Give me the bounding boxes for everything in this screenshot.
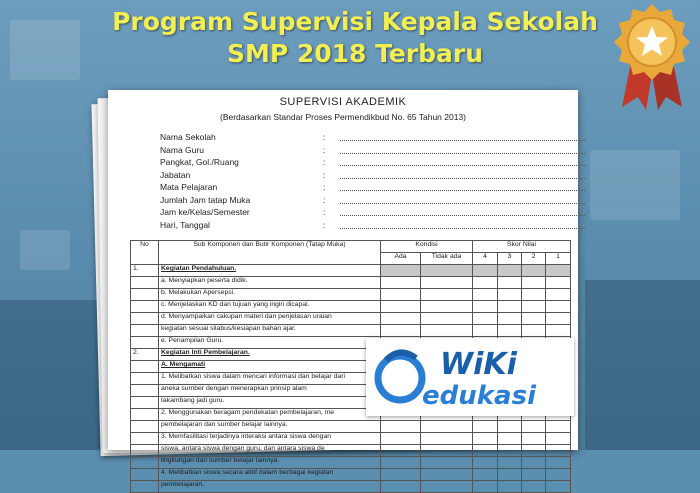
identity-field-colon: :: [323, 157, 326, 167]
identity-field-row: [160, 170, 560, 181]
score-cell: [498, 469, 522, 481]
row-number: [131, 481, 159, 493]
identity-field-label: Hari, Tanggal: [160, 219, 210, 230]
background-frame: [20, 230, 70, 270]
score-cell: [522, 445, 546, 457]
row-component-text: 2. Menggunakan beragam pendekatan pembelajaran, me: [159, 409, 381, 421]
column-header-skor-1: 1: [546, 253, 571, 265]
column-header-skor-3: 3: [498, 253, 522, 265]
identity-field-dotted-line: [340, 203, 585, 204]
score-cell: [498, 313, 522, 325]
identity-field-colon: :: [323, 219, 326, 230]
logo-edukasi-text: edukasi: [422, 381, 536, 411]
score-cell: [421, 457, 473, 469]
background-frame: [590, 150, 680, 220]
score-cell: [522, 289, 546, 301]
score-cell: [381, 433, 421, 445]
score-cell: [546, 289, 571, 301]
identity-field-colon: :: [323, 182, 326, 192]
score-cell: [473, 325, 498, 337]
score-cell: [546, 421, 571, 433]
row-component-text: pembelajaran dan sumber belajar lainnya.: [159, 421, 381, 433]
score-cell: [381, 301, 421, 313]
table-row: [131, 481, 571, 493]
row-component-text: b. Melakukan Apersepsi.: [159, 289, 381, 301]
identity-field-dotted-line: [340, 140, 585, 141]
row-number: [131, 277, 159, 289]
score-cell: [473, 301, 498, 313]
score-cell: [473, 445, 498, 457]
row-number: [131, 385, 159, 397]
score-cell: [473, 313, 498, 325]
document-subtitle: (Berdasarkan Standar Proses Permendikbud No. 65 Tahun 2013): [219, 112, 467, 122]
row-component-text: 1. Melibatkan siswa dalam mencari informasi dan belajar dari: [159, 373, 381, 385]
logo-wiki-text: WiKi: [440, 347, 517, 382]
identity-field-dotted-line: [340, 178, 585, 179]
score-cell: [473, 421, 498, 433]
column-header-skor-2: 2: [522, 253, 546, 265]
column-header-ada: Ada: [381, 253, 421, 265]
identity-field-dotted-line: [340, 190, 585, 191]
table-row: [131, 433, 571, 445]
score-cell: [473, 265, 498, 277]
score-cell: [421, 325, 473, 337]
score-cell: [421, 481, 473, 493]
row-number: 2.: [131, 349, 159, 361]
score-cell: [498, 289, 522, 301]
identity-field-row: [160, 145, 560, 156]
table-row: [131, 469, 571, 481]
column-header-no: No: [131, 241, 159, 265]
table-row: [131, 301, 571, 313]
score-cell: [522, 457, 546, 469]
score-cell: [522, 325, 546, 337]
identity-field-colon: :: [323, 144, 326, 155]
wikiedukasi-logo: [366, 338, 574, 416]
table-row: [131, 313, 571, 325]
row-component-text: siswa, antara siswa dengan guru, dan antara siswa de: [159, 445, 381, 457]
identity-field-row: [160, 207, 560, 218]
score-cell: [522, 433, 546, 445]
score-cell: [381, 289, 421, 301]
column-header-skor-4: 4: [473, 253, 498, 265]
row-component-text: 4. Melibatkan siswa secara aktif dalam berbagai kegiatan: [159, 469, 381, 481]
identity-field-label: Mata Pelajaran: [160, 182, 218, 192]
row-number: [131, 313, 159, 325]
score-cell: [473, 481, 498, 493]
score-cell: [546, 457, 571, 469]
identity-field-label: Jam ke/Kelas/Semester: [160, 207, 250, 217]
column-header-kondisi: Kondisi: [381, 241, 473, 253]
score-cell: [546, 313, 571, 325]
row-component-text: a. Menyiapkan peserta didik.: [159, 277, 381, 289]
identity-field-row: [160, 220, 560, 231]
row-number: [131, 373, 159, 385]
row-number: [131, 445, 159, 457]
banner-title-line2: SMP 2018 Terbaru: [226, 39, 484, 68]
identity-field-dotted-line: [340, 228, 585, 229]
score-cell: [498, 457, 522, 469]
score-cell: [473, 277, 498, 289]
document-title: SUPERVISI AKADEMIK: [279, 96, 407, 108]
identity-field-label: Nama Guru: [160, 144, 204, 155]
score-cell: [421, 289, 473, 301]
score-cell: [473, 457, 498, 469]
score-cell: [381, 325, 421, 337]
identity-field-label: Jabatan: [160, 169, 191, 180]
row-number: [131, 337, 159, 349]
score-cell: [498, 445, 522, 457]
score-cell: [421, 445, 473, 457]
score-cell: [522, 277, 546, 289]
row-component-text: takambang jadi guru.: [159, 397, 381, 409]
row-component-text: 3. Memfasilitasi terjadinya interaksi antara siswa dengan: [159, 433, 381, 445]
score-cell: [421, 313, 473, 325]
identity-field-row: [160, 182, 560, 193]
background-shelf: [0, 300, 110, 450]
identity-field-colon: :: [323, 194, 326, 205]
row-number: [131, 397, 159, 409]
row-component-text: Kegiatan Inti Pembelajaran.: [159, 349, 381, 361]
star-medal-icon: [610, 2, 694, 112]
row-number: [131, 289, 159, 301]
score-cell: [498, 421, 522, 433]
table-row: [131, 325, 571, 337]
identity-field-label: Pangkat, Gol./Ruang: [160, 157, 239, 167]
row-number: [131, 409, 159, 421]
table-row: [131, 445, 571, 457]
row-number: [131, 469, 159, 481]
identity-field-row: [160, 195, 560, 206]
banner-title-line1: Program Supervisi Kepala Sekolah: [112, 7, 598, 36]
score-cell: [522, 421, 546, 433]
row-component-text: aneka sumber dengan menerapkan prinsip alam: [159, 385, 381, 397]
score-cell: [522, 313, 546, 325]
score-cell: [546, 445, 571, 457]
score-cell: [522, 265, 546, 277]
score-cell: [498, 277, 522, 289]
identity-field-colon: :: [323, 169, 326, 180]
score-cell: [498, 433, 522, 445]
score-cell: [546, 277, 571, 289]
score-cell: [381, 457, 421, 469]
score-cell: [381, 277, 421, 289]
score-cell: [546, 433, 571, 445]
table-row: [131, 277, 571, 289]
row-component-text: d. Menyampaikan cakupan materi dan penjelasan uraian: [159, 313, 381, 325]
score-cell: [546, 265, 571, 277]
score-cell: [546, 301, 571, 313]
score-cell: [522, 481, 546, 493]
score-cell: [473, 469, 498, 481]
identity-field-dotted-line: [340, 165, 585, 166]
row-number: [131, 457, 159, 469]
score-cell: [381, 313, 421, 325]
score-cell: [498, 481, 522, 493]
identity-field-colon: :: [323, 207, 326, 217]
score-cell: [421, 301, 473, 313]
score-cell: [381, 421, 421, 433]
score-cell: [381, 481, 421, 493]
identity-field-label: Nama Sekolah: [160, 132, 216, 142]
identity-field-dotted-line: [340, 153, 585, 154]
score-cell: [498, 265, 522, 277]
score-cell: [522, 301, 546, 313]
row-number: [131, 433, 159, 445]
table-row: [131, 457, 571, 469]
column-header-tidak-ada: Tidak ada: [421, 253, 473, 265]
identity-field-row: [160, 157, 560, 168]
score-cell: [421, 421, 473, 433]
background-frame: [10, 20, 80, 80]
score-cell: [421, 433, 473, 445]
score-cell: [498, 301, 522, 313]
score-cell: [421, 265, 473, 277]
row-component-text: pembelajaran.: [159, 481, 381, 493]
row-component-text: lingkungan dan sumber belajar lainnya.: [159, 457, 381, 469]
score-cell: [546, 469, 571, 481]
column-header-component: Sub Komponen dan Butir Komponen (Tatap Muka): [159, 241, 381, 265]
table-row: [131, 265, 571, 277]
score-cell: [522, 469, 546, 481]
score-cell: [421, 469, 473, 481]
score-cell: [473, 289, 498, 301]
score-cell: [546, 481, 571, 493]
row-number: [131, 325, 159, 337]
score-cell: [546, 325, 571, 337]
score-cell: [381, 445, 421, 457]
score-cell: [381, 469, 421, 481]
row-number: 1.: [131, 265, 159, 277]
row-number: [131, 361, 159, 373]
score-cell: [473, 433, 498, 445]
identity-field-colon: :: [323, 132, 326, 142]
row-component-text: kegiatan sesuai silabus/kesiapan bahan ajar.: [159, 325, 381, 337]
row-component-text: e. Penampilan Guru.: [159, 337, 381, 349]
table-row: [131, 289, 571, 301]
score-cell: [421, 277, 473, 289]
row-component-text: A. Mengamati: [159, 361, 381, 373]
row-component-text: Kegiatan Pendahuluan.: [159, 265, 381, 277]
background-shelf: [585, 280, 700, 450]
column-header-skor: Skor Nilai: [473, 241, 571, 253]
identity-field-row: [160, 132, 560, 143]
row-component-text: c. Menjelaskan KD dan tujuan yang ingin dicapai.: [159, 301, 381, 313]
row-number: [131, 301, 159, 313]
score-cell: [498, 325, 522, 337]
identity-field-label: Jumlah Jam tatap Muka: [160, 194, 251, 205]
row-number: [131, 421, 159, 433]
wikiedukasi-logo-mark: [366, 338, 574, 416]
score-cell: [381, 265, 421, 277]
identity-field-dotted-line: [340, 215, 585, 216]
table-row: [131, 421, 571, 433]
